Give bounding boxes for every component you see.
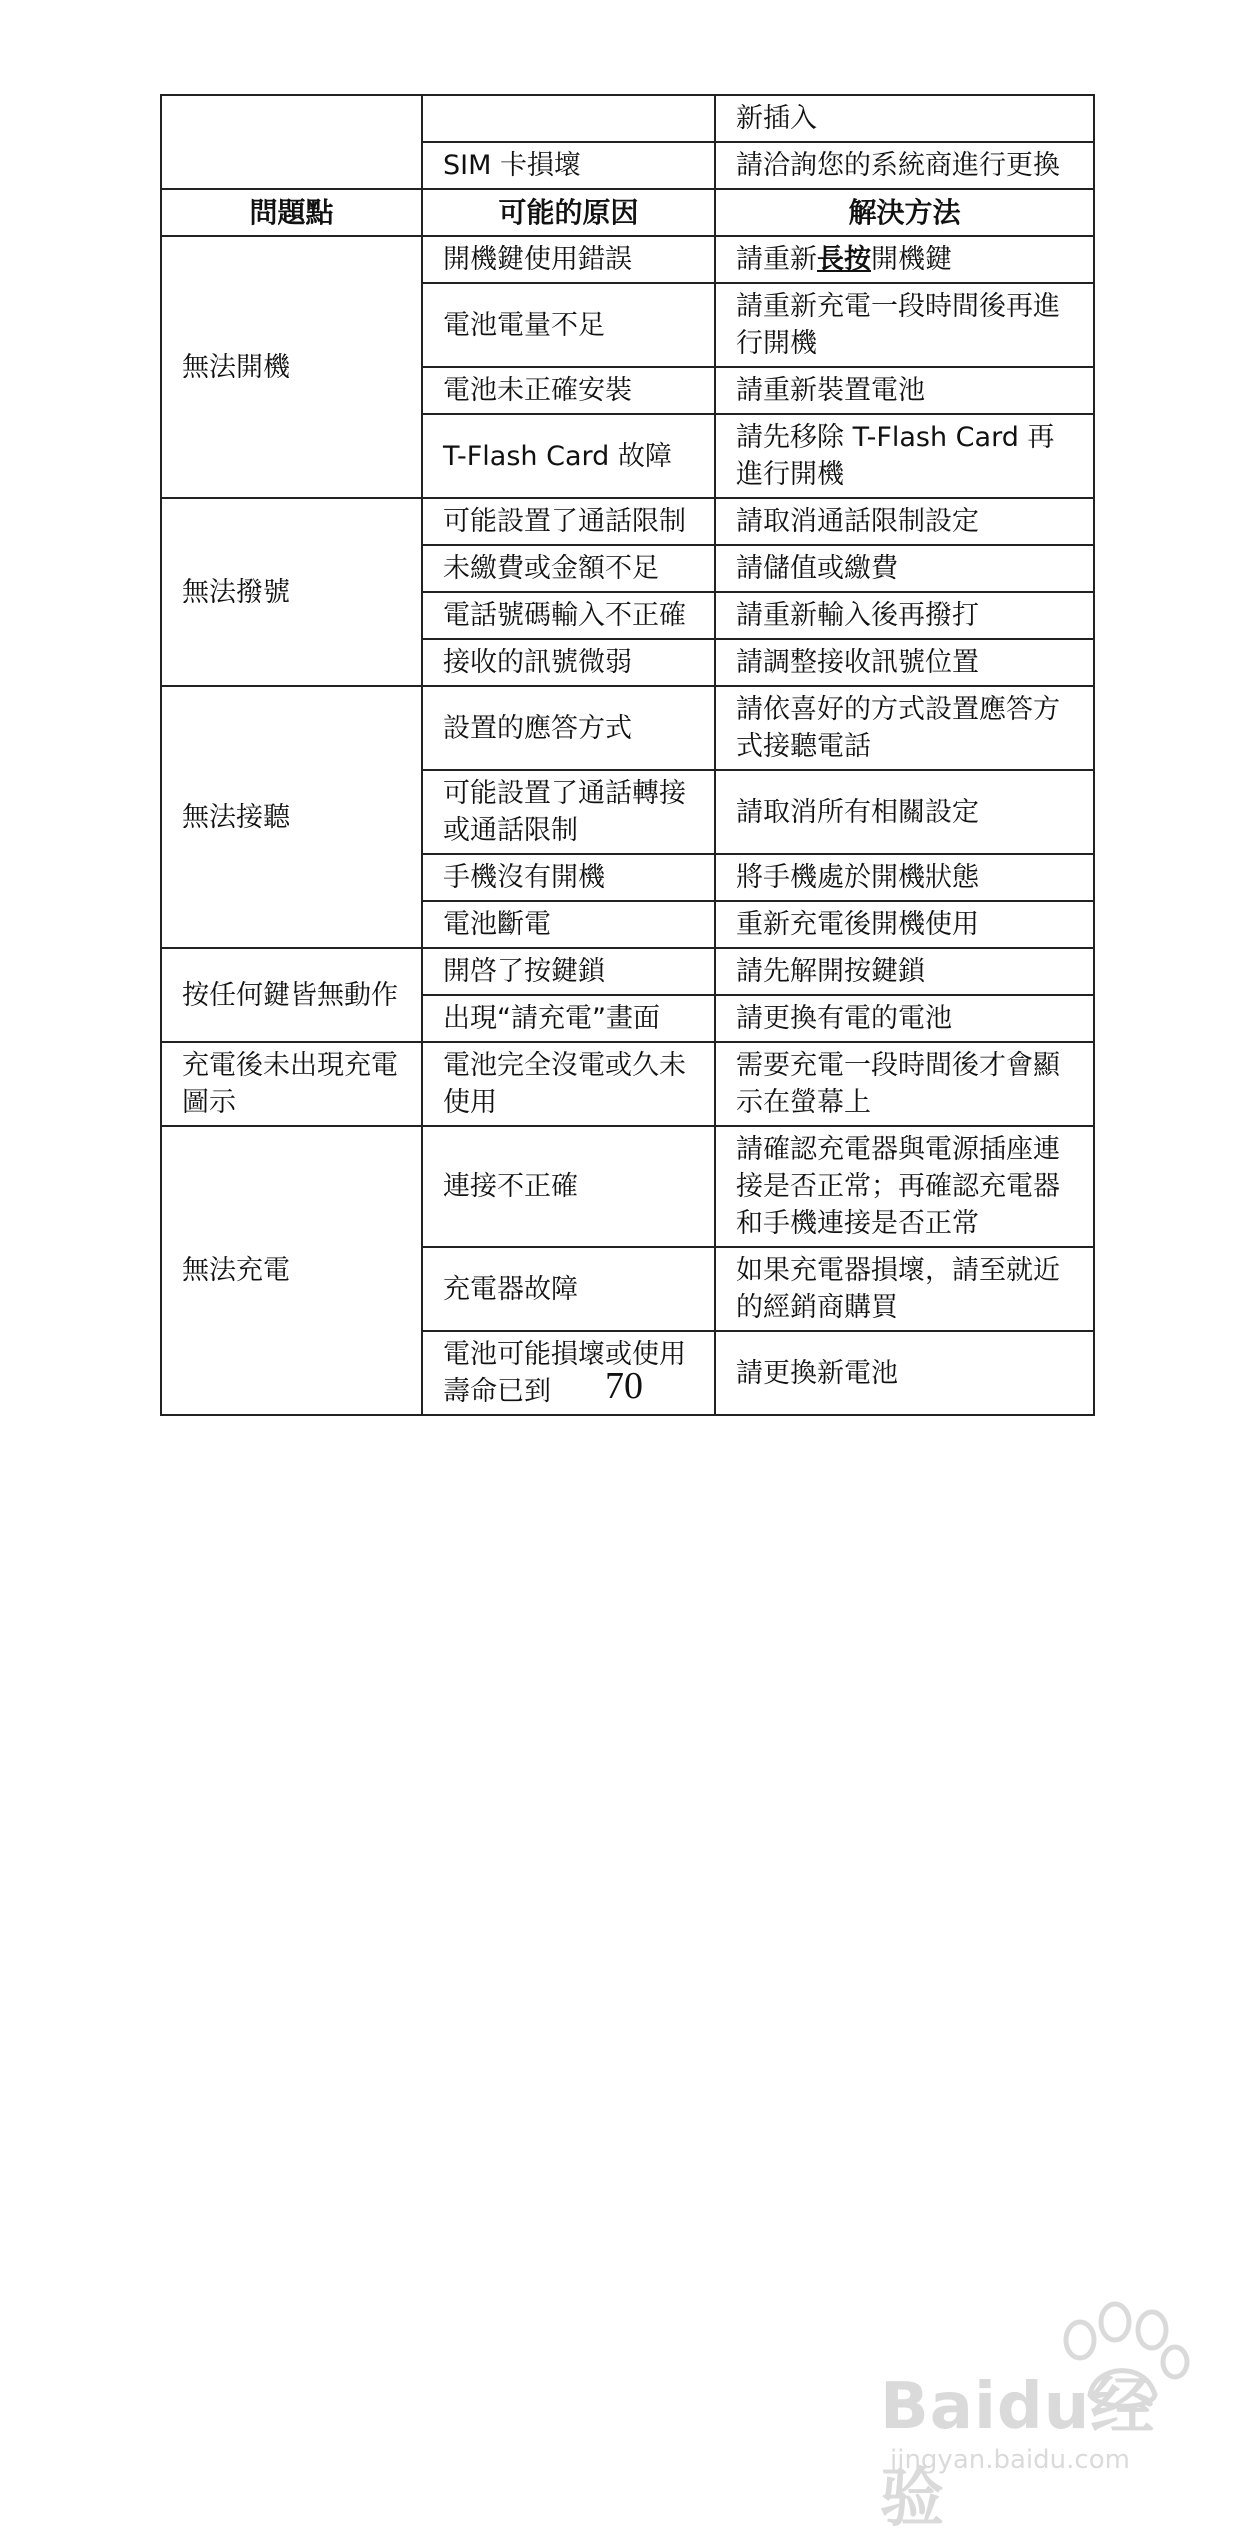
watermark-url: jingyan.baidu.com bbox=[890, 2445, 1130, 2475]
solution-cell: 重新充電後開機使用 bbox=[715, 901, 1094, 948]
solution-cell: 請儲值或繳費 bbox=[715, 545, 1094, 592]
solution-cell: 請依喜好的方式設置應答方式接聽電話 bbox=[715, 686, 1094, 770]
solution-cell: 請重新充電一段時間後再進行開機 bbox=[715, 283, 1094, 367]
solution-cell: 請重新裝置電池 bbox=[715, 367, 1094, 414]
cause-cell: 電池電量不足 bbox=[422, 283, 715, 367]
cause-cell: 電池斷電 bbox=[422, 901, 715, 948]
cause-cell: T-Flash Card 故障 bbox=[422, 414, 715, 498]
solution-cell: 請取消通話限制設定 bbox=[715, 498, 1094, 545]
solution-cell: 請洽詢您的系統商進行更換 bbox=[715, 142, 1094, 189]
table-row bbox=[161, 1042, 1094, 1126]
cause-cell bbox=[422, 95, 715, 142]
solution-text: 開機鍵 bbox=[871, 244, 952, 275]
header-solution: 解決方法 bbox=[715, 189, 1094, 236]
table-row bbox=[161, 95, 1094, 142]
cause-cell: 接收的訊號微弱 bbox=[422, 639, 715, 686]
cause-cell: 可能設置了通話限制 bbox=[422, 498, 715, 545]
page-number: 70 bbox=[605, 1365, 643, 1407]
solution-cell: 請確認充電器與電源插座連接是否正常；再確認充電器和手機連接是否正常 bbox=[715, 1126, 1094, 1247]
cause-cell: 電話號碼輸入不正確 bbox=[422, 592, 715, 639]
cause-cell: SIM 卡損壞 bbox=[422, 142, 715, 189]
baidu-watermark bbox=[880, 2300, 1210, 2536]
cause-cell: 手機沒有開機 bbox=[422, 854, 715, 901]
problem-cell: 按任何鍵皆無動作 bbox=[161, 948, 422, 1042]
cause-cell: 設置的應答方式 bbox=[422, 686, 715, 770]
table-row bbox=[161, 1126, 1094, 1247]
cause-cell: 未繳費或金額不足 bbox=[422, 545, 715, 592]
cause-cell: 充電器故障 bbox=[422, 1247, 715, 1331]
solution-cell: 請更換新電池 bbox=[715, 1331, 1094, 1415]
solution-cell bbox=[715, 236, 1094, 283]
cause-cell: 連接不正確 bbox=[422, 1126, 715, 1247]
table-row bbox=[161, 686, 1094, 770]
problem-cell: 無法開機 bbox=[161, 236, 422, 498]
cause-cell: 開機鍵使用錯誤 bbox=[422, 236, 715, 283]
header-problem: 問題點 bbox=[161, 189, 422, 236]
table-row bbox=[161, 236, 1094, 283]
problem-cell: 無法充電 bbox=[161, 1126, 422, 1415]
solution-cell: 請調整接收訊號位置 bbox=[715, 639, 1094, 686]
problem-cell: 無法撥號 bbox=[161, 498, 422, 686]
solution-cell: 請取消所有相關設定 bbox=[715, 770, 1094, 854]
problem-cell bbox=[161, 95, 422, 189]
solution-cell: 新插入 bbox=[715, 95, 1094, 142]
solution-cell: 請更換有電的電池 bbox=[715, 995, 1094, 1042]
cause-cell: 出現“請充電”畫面 bbox=[422, 995, 715, 1042]
cause-cell: 電池可能損壞或使用壽命已到 bbox=[422, 1331, 715, 1415]
cause-cell: 可能設置了通話轉接或通話限制 bbox=[422, 770, 715, 854]
cause-cell: 電池完全沒電或久未使用 bbox=[422, 1042, 715, 1126]
solution-text: 請重新 bbox=[736, 244, 817, 275]
cause-cell: 開啓了按鍵鎖 bbox=[422, 948, 715, 995]
header-cause: 可能的原因 bbox=[422, 189, 715, 236]
solution-cell: 請重新輸入後再撥打 bbox=[715, 592, 1094, 639]
solution-cell: 請先移除 T-Flash Card 再進行開機 bbox=[715, 414, 1094, 498]
watermark-brand: Baidu经验 bbox=[880, 2370, 1156, 2536]
problem-cell: 充電後未出現充電圖示 bbox=[161, 1042, 422, 1126]
cause-cell: 電池未正確安裝 bbox=[422, 367, 715, 414]
table-row bbox=[161, 498, 1094, 545]
solution-cell: 需要充電一段時間後才會顯示在螢幕上 bbox=[715, 1042, 1094, 1126]
problem-cell: 無法接聽 bbox=[161, 686, 422, 948]
solution-cell: 如果充電器損壞，請至就近的經銷商購買 bbox=[715, 1247, 1094, 1331]
solution-emphasis: 長按 bbox=[817, 244, 871, 275]
table-header-row bbox=[161, 189, 1094, 236]
troubleshooting-table bbox=[160, 94, 1095, 1416]
solution-cell: 請先解開按鍵鎖 bbox=[715, 948, 1094, 995]
table-row bbox=[161, 948, 1094, 995]
solution-cell: 將手機處於開機狀態 bbox=[715, 854, 1094, 901]
